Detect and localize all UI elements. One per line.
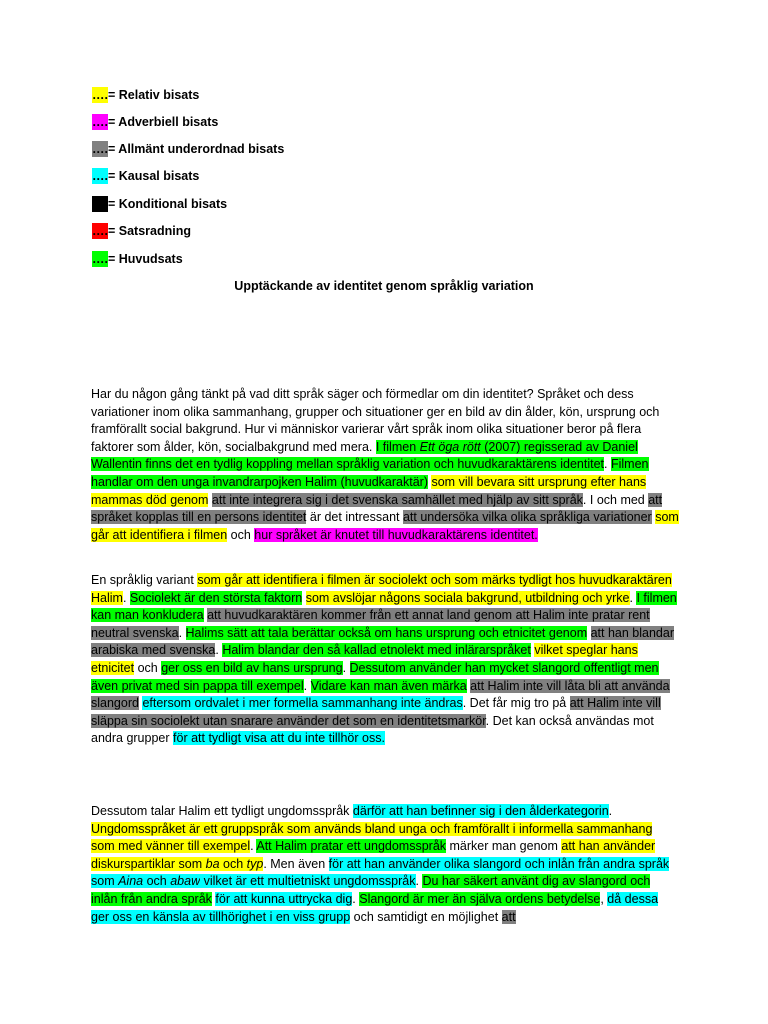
highlighted-clause: att inte integrera sig i det svenska samhället med hjälp av sitt språk xyxy=(211,492,583,507)
legend-label: = Konditional bisats xyxy=(107,197,228,211)
highlighted-clause: Att Halim pratar ett ungdomsspråk xyxy=(256,839,447,854)
highlighted-clause: (2007) regisserad av Daniel Wallentin finns det en tydlig koppling mellan språklig variation och huvudkaraktärens identitet xyxy=(91,439,638,472)
highlighted-clause: Halims sätt att tala berättar också om hans ursprung och etnicitet genom xyxy=(185,625,588,640)
legend-label: = Satsradning xyxy=(107,224,191,238)
highlighted-clause: att Halim inte vill släppa sin sociolekt utan snarare använder det som en identitetsmarkör xyxy=(91,696,661,728)
text-run: Har du någon gång tänkt på vad ditt språk säger och förmedlar om din identitet? Språket och dess variationer inom olika sammanhang, grupper och situationer ger en bild av din ålder, kön, ursprung och framförallt social bakgrund. Hur vi människor varierar vårt språk inom olika situationer beror på flera faktorer som ålder, kön, socialbakgrund med mera. xyxy=(91,387,660,454)
highlighted-clause: och xyxy=(219,856,247,871)
highlighted-clause: som går att identifiera i filmen är sociolekt och som märks tydligt hos huvudkaraktären Halim xyxy=(91,573,672,605)
text-run: En språklig variant xyxy=(91,573,198,587)
highlighted-clause: som avslöjar någons sociala bakgrund, utbildning och yrke xyxy=(305,590,630,605)
text-run: . Det får mig tro på xyxy=(462,696,570,711)
legend-swatch: …. xyxy=(92,169,108,183)
legend-swatch: …. xyxy=(92,197,108,211)
paragraph-3 xyxy=(91,803,679,926)
legend-swatch: …. xyxy=(92,252,108,266)
highlighted-clause: för att tydligt visa att du inte tillhör oss. xyxy=(173,731,385,746)
text-run: märker man genom xyxy=(446,839,562,854)
highlighted-clause: I filmen kan man konkludera xyxy=(91,590,677,623)
highlighted-clause: hur språket är knutet till huvudkaraktärens identitet. xyxy=(254,527,538,542)
text-run: . xyxy=(250,839,257,854)
text-run: och xyxy=(134,660,162,675)
legend-swatch: …. xyxy=(92,115,108,129)
highlighted-clause: I filmen xyxy=(375,439,420,454)
legend-item xyxy=(92,223,191,239)
legend-swatch: …. xyxy=(92,88,108,102)
legend-label: = Adverbiell bisats xyxy=(107,115,219,129)
highlighted-clause: Aina xyxy=(118,874,144,889)
paragraph-1 xyxy=(91,386,679,544)
text-run: . xyxy=(415,874,423,889)
highlighted-clause: eftersom ordvalet i mer formella sammanhang inte ändras xyxy=(142,696,463,711)
highlighted-clause: Dessutom använder han mycket slangord offentligt men även privat med sin pappa till exempel xyxy=(91,660,659,693)
text-run: . xyxy=(604,457,611,472)
document-title: Upptäckande av identitet genom språklig variation xyxy=(234,279,534,293)
highlighted-clause: att huvudkaraktären kommer från ett annat land genom att Halim inte pratar rent neutral svenska xyxy=(91,608,650,640)
text-run: . xyxy=(352,891,360,906)
highlighted-clause: abaw xyxy=(170,874,201,889)
highlighted-clause: Slangord är mer än själva ordens betydelse xyxy=(359,891,601,906)
highlighted-clause: därför att han befinner sig i den ålderkategorin xyxy=(352,804,609,818)
highlighted-clause: Sociolekt är den största faktorn xyxy=(129,590,303,605)
highlighted-clause: Filmen handlar om den unga invandrarpojken Halim (huvudkaraktär) xyxy=(91,457,649,489)
text-run: . xyxy=(303,678,311,693)
text-run: . xyxy=(122,590,130,605)
paragraph-2 xyxy=(91,572,679,748)
highlighted-clause: att språket kopplas till en persons identitet xyxy=(91,492,663,525)
legend-item xyxy=(92,87,199,103)
text-run: , xyxy=(600,891,608,906)
legend-swatch: …. xyxy=(92,224,108,238)
highlighted-clause: som går att identifiera i filmen xyxy=(91,510,679,542)
highlighted-clause: att han använder diskurspartiklar som xyxy=(91,839,656,871)
highlighted-clause: Halim blandar den så kallad etnolekt med inlärarspråket xyxy=(222,643,531,658)
text-run: är det intressant xyxy=(306,510,403,525)
highlighted-clause: att undersöka vilka olika språkliga variationer xyxy=(402,510,652,525)
text-run: . xyxy=(629,590,637,605)
legend-item xyxy=(92,114,218,130)
highlighted-clause: typ xyxy=(246,856,264,871)
legend-item xyxy=(92,168,199,184)
text-run: . Men även xyxy=(263,856,329,871)
highlighted-clause: för att han använder olika slangord och inlån från andra språk som xyxy=(91,856,670,889)
text-run: . I och med xyxy=(582,492,649,507)
highlighted-clause: för att kunna uttrycka dig xyxy=(215,891,353,906)
highlighted-clause: vilket är ett multietniskt ungdomsspråk xyxy=(200,874,416,889)
text-run: och xyxy=(227,527,255,542)
text-run: . xyxy=(342,660,350,675)
text-run: . xyxy=(215,643,223,658)
text-run: och samtidigt en möjlighet xyxy=(350,909,502,924)
highlighted-clause: att xyxy=(501,909,516,924)
text-run: . Det kan också användas mot andra grupper xyxy=(91,713,654,746)
highlighted-clause: att han blandar arabiska med svenska xyxy=(91,625,674,658)
highlighted-clause: att Halim inte vill låta bli att använda slangord xyxy=(91,678,670,711)
highlighted-clause: Ungdomsspråket är ett gruppspråk som används bland unga och framförallt i informella sammanhang som med vänner till exempel xyxy=(91,821,653,854)
highlighted-clause: Vidare kan man även märka xyxy=(310,678,467,693)
legend-label: = Huvudsats xyxy=(107,252,183,266)
legend-swatch: …. xyxy=(92,142,108,156)
highlighted-clause: och xyxy=(143,874,171,889)
text-run: . xyxy=(178,625,186,640)
legend-label: = Allmänt underordnad bisats xyxy=(107,142,285,156)
legend-item xyxy=(92,196,227,212)
legend-item xyxy=(92,251,183,267)
highlighted-clause: ba xyxy=(205,856,220,871)
highlighted-clause: Du har säkert använt dig av slangord och inlån från andra språk xyxy=(91,874,651,906)
highlighted-clause: vilket speglar hans etnicitet xyxy=(91,643,638,675)
legend-label: = Kausal bisats xyxy=(107,169,200,183)
highlighted-clause: som vill bevara sitt ursprung efter hans mammas död genom xyxy=(91,474,647,507)
highlighted-clause: Ett öga rött xyxy=(419,439,481,454)
highlighted-clause: ger oss en bild av hans ursprung xyxy=(161,660,343,675)
highlighted-clause: då dessa ger oss en känsla av tillhörighet i en viss grupp xyxy=(91,891,659,924)
text-run: Dessutom talar Halim ett tydligt ungdomsspråk xyxy=(91,804,353,818)
legend-item xyxy=(92,141,284,157)
text-run: . xyxy=(608,804,613,818)
legend-label: = Relativ bisats xyxy=(107,88,200,102)
